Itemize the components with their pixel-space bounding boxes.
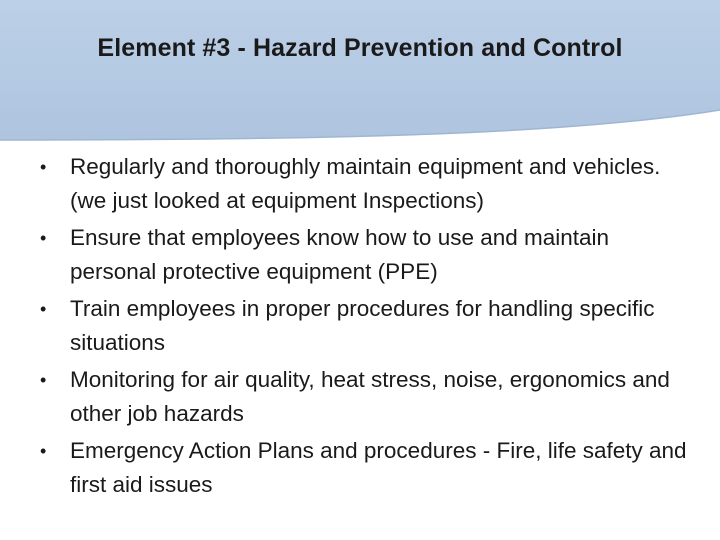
title-banner [0,0,720,150]
bullet-item [40,150,690,218]
bullet-text: Emergency Action Plans and procedures - Fire, life safety and first aid issues [70,438,687,497]
bullet-icon: • [40,299,47,319]
bullet-text: Monitoring for air quality, heat stress, noise, ergonomics and other job hazards [70,367,670,426]
bullet-text: Train employees in proper procedures for handling specific situations [70,296,655,355]
bullet-item [40,221,690,289]
bullet-icon: • [40,228,47,248]
bullet-item [40,292,690,360]
bullet-item [40,434,690,502]
bullet-icon: • [40,441,47,461]
bullet-icon: • [40,157,47,177]
slide-title: Element #3 - Hazard Prevention and Control [97,34,623,62]
banner-shape [0,0,720,140]
bullet-text: Regularly and thoroughly maintain equipment and vehicles. (we just looked at equipment Inspections) [70,154,661,213]
bullet-item [40,363,690,431]
bullet-icon: • [40,370,47,390]
bullet-text: Ensure that employees know how to use and maintain personal protective equipment (PPE) [70,225,610,284]
bullet-list [40,150,690,505]
